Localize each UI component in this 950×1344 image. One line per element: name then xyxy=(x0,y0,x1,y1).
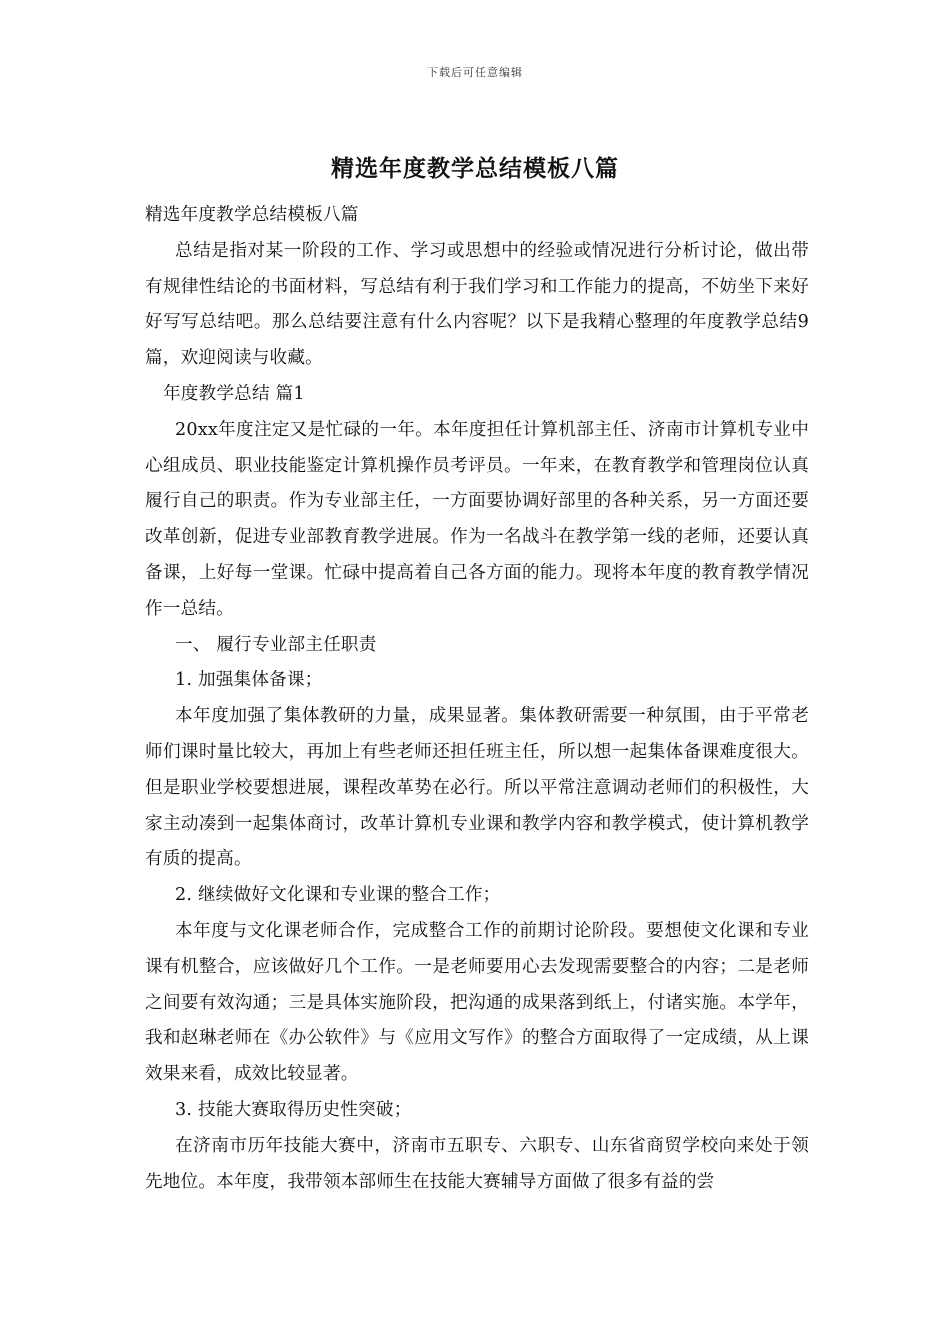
intro-paragraph: 总结是指对某一阶段的工作、学习或思想中的经验或情况进行分析讨论，做出带有规律性结论的书面材料，写总结有利于我们学习和工作能力的提高，不妨坐下来好好写写总结吧。那么总结要注意有什么内容呢？以下是我精心整理的年度教学总结9篇，欢迎阅读与收藏。 xyxy=(145,240,809,369)
subheading-1: 一、 履行专业部主任职责 xyxy=(175,634,377,655)
list-item-2: 2. 继续做好文化课和专业课的整合工作； xyxy=(175,885,501,906)
document-title: 精选年度教学总结模板八篇 xyxy=(331,155,619,182)
body-paragraph: 本年度与文化课老师合作，完成整合工作的前期讨论阶段。要想使文化课和专业课有机整合，应该做好几个工作。一是老师要用心去发现需要整合的内容；二是老师之间要有效沟通；三是具体实施阶段，把沟通的成果落到纸上，付诸实施。本学年，我和赵琳老师在《办公软件》与《应用文写作》的整合方面取得了一定成绩，从上课效果来看，成效比较显著。 xyxy=(145,920,809,1085)
subtitle-paragraph: 精选年度教学总结模板八篇 xyxy=(145,205,359,225)
document-body xyxy=(145,198,809,1200)
list-item-3: 3. 技能大赛取得历史性突破； xyxy=(175,1099,412,1120)
page-header: 下载后可任意编辑 xyxy=(427,66,523,79)
body-paragraph: 本年度加强了集体教研的力量，成果显著。集体教研需要一种氛围，由于平常老师们课时量比较大，再加上有些老师还担任班主任，所以想一起集体备课难度很大。但是职业学校要想进展，课程改革势在必行。所以平常注意调动老师们的积极性，大家主动凑到一起集体商讨，改革计算机专业课和教学内容和教学模式，使计算机教学有质的提高。 xyxy=(145,706,809,870)
body-paragraph: 20xx年度注定又是忙碌的一年。本年度担任计算机部主任、济南市计算机专业中心组成员、职业技能鉴定计算机操作员考评员。一年来，在教育教学和管理岗位认真履行自己的职责。作为专业部主任，一方面要协调好部里的各种关系，另一方面还要改革创新，促进专业部教育教学进展。作为一名战斗在教学第一线的老师，还要认真备课，上好每一堂课。忙碌中提高着自己各方面的能力。现将本年度的教育教学情况作一总结。 xyxy=(145,419,809,619)
body-paragraph: 在济南市历年技能大赛中，济南市五职专、六职专、山东省商贸学校向来处于领先地位。本年度，我带领本部师生在技能大赛辅导方面做了很多有益的尝 xyxy=(145,1135,809,1192)
section-heading: 年度教学总结 篇1 xyxy=(163,383,305,404)
list-item-1: 1. 加强集体备课； xyxy=(175,670,323,691)
